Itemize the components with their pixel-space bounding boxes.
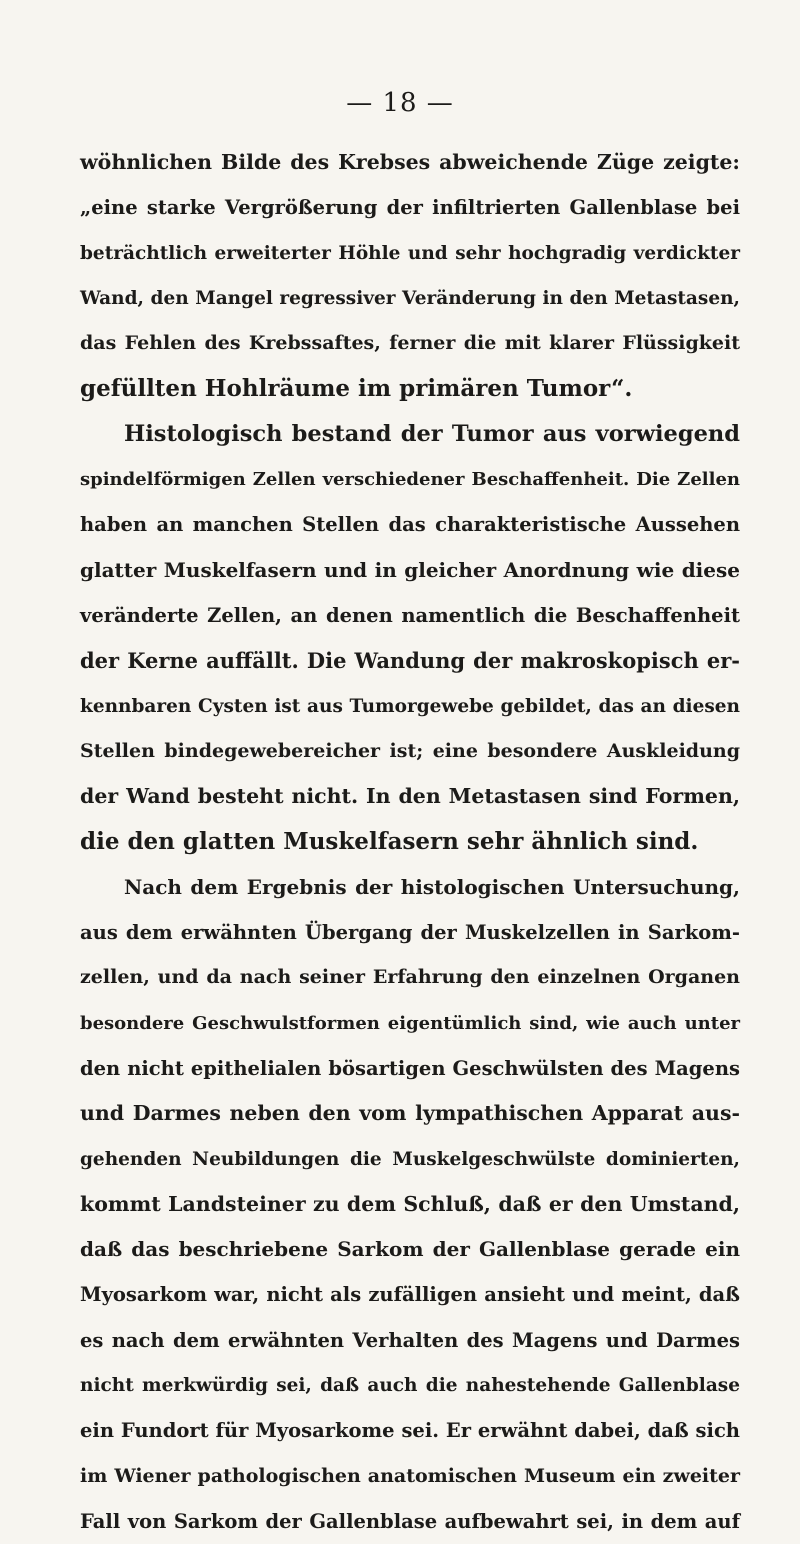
text-line: daß das beschriebene Sarkom der Gallenblase gerade ein [80,1237,740,1262]
text-line: gefüllten Hohlräume im primären Tumor“. [80,375,633,403]
text-line: Histologisch bestand der Tumor aus vorwiegend [124,420,740,447]
text-line: der Wand besteht nicht. In den Metastasen sind Formen, [80,784,740,809]
text-line: beträchtlich erweiterter Höhle und sehr hochgradig verdickter [80,242,740,264]
text-line: das Fehlen des Krebssaftes, ferner die mit klarer Flüssigkeit [80,332,740,355]
text-line: es nach dem erwähnten Verhalten des Magens und Darmes [80,1328,740,1352]
text-line: gehenden Neubildungen die Muskelgeschwülste dominierten, [80,1148,740,1170]
text-line: Wand, den Mangel regressiver Veränderung in den Metastasen, [80,287,740,309]
text-line: kennbaren Cysten ist aus Tumorgewebe gebildet, das an diesen [80,695,740,717]
text-line: Fall von Sarkom der Gallenblase aufbewahrt sei, in dem auf [80,1509,740,1533]
body-text [80,140,740,1544]
text-line: Myosarkom war, nicht als zufälligen ansieht und meint, daß [80,1283,740,1307]
text-line: Stellen bindegewebereicher ist; eine besondere Auskleidung [80,739,740,762]
text-line: aus dem erwähnten Übergang der Muskelzellen in Sarkom- [80,921,740,945]
text-line: den nicht epithelialen bösartigen Geschwülsten des Magens [80,1056,740,1080]
text-line: spindelförmigen Zellen verschiedener Beschaffenheit. Die Zellen [80,469,740,491]
text-line: kommt Landsteiner zu dem Schluß, daß er den Umstand, [80,1191,740,1216]
text-line: zellen, und da nach seiner Erfahrung den einzelnen Organen [80,966,740,989]
text-line: glatter Muskelfasern und in gleicher Anordnung wie diese [80,557,740,582]
text-line: Nach dem Ergebnis der histologischen Untersuchung, [124,874,740,899]
text-line: veränderte Zellen, an denen namentlich die Beschaffenheit [80,603,740,627]
text-line: und Darmes neben den vom lympathischen Apparat aus- [80,1101,740,1126]
text-line: die den glatten Muskelfasern sehr ähnlich sind. [80,828,699,856]
text-line: besondere Geschwulstformen eigentümlich sind, wie auch unter [80,1012,740,1034]
text-line: ein Fundort für Myosarkome sei. Er erwähnt dabei, daß sich [80,1419,740,1443]
text-line: wöhnlichen Bilde des Krebses abweichende Züge zeigte: [80,150,740,174]
text-line: im Wiener pathologischen anatomischen Museum ein zweiter [80,1464,740,1487]
page-number: — 18 — [346,88,454,118]
text-line: der Kerne auffällt. Die Wandung der makroskopisch er- [80,648,740,674]
text-line: nicht merkwürdig sei, daß auch die nahestehende Gallenblase [80,1375,740,1397]
text-line: „eine starke Vergrößerung der infiltrierten Gallenblase bei [80,196,740,220]
text-line: haben an manchen Stellen das charakteristische Aussehen [80,513,740,537]
